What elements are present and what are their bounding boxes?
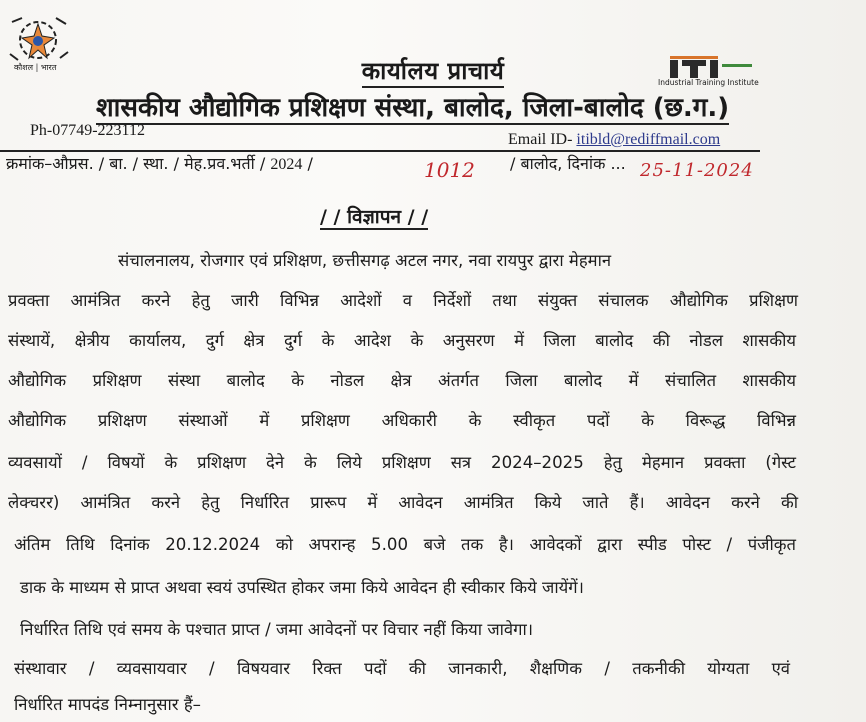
place-date-label: / बालोद, दिनांक [510,154,606,173]
body-line: संस्थावार / व्यवसायवार / विषयवार रिक्त पदों की जानकारी, शैक्षणिक / तकनीकी योग्यता एवं [14,659,790,678]
email-line [508,131,720,149]
institute-name: शासकीय औद्योगिक प्रशिक्षण संस्था, बालोद, जिला-बालोद (छ.ग.) [96,93,730,123]
body-line: निर्धारित मापदंड निम्नानुसार हैं– [14,695,201,714]
body-line: संचालनालय, रोजगार एवं प्रशिक्षण, छत्तीसगढ़ अटल नगर, नवा रायपुर द्वारा मेहमान [118,251,612,270]
body-line: प्रवक्ता आमंत्रित करने हेतु जारी विभिन्न आदेशों व निर्देशों तथा संयुक्त संचालक औद्योगिक प्रशिक्षण [8,291,798,310]
office-title: कार्यालय प्राचार्य [0,54,866,87]
email-address[interactable]: itibld@rediffmail.com [576,131,721,148]
phone-number: Ph-07749-223112 [30,122,145,139]
reference-number-line [6,152,313,174]
body-line: संस्थायें, क्षेत्रीय कार्यालय, दुर्ग क्षेत्र दुर्ग के आदेश के अनुसरण में जिला बालोद की नोडल शासकीय [8,331,796,350]
place-date-line [510,152,626,174]
logo-caption: कौशल | भारत [14,63,57,72]
handwritten-date: 25-11-2024 [640,160,754,181]
date-dots: ... [605,154,626,173]
reference-year: 2024 [270,156,303,173]
body-line: अंतिम तिथि दिनांक 20.12.2024 को अपरान्ह 5.00 बजे तक है। आवेदकों द्वारा स्पीड पोस्ट / पंजीकृत [14,535,796,554]
reference-separator: / [302,154,313,173]
body-line: औद्योगिक प्रशिक्षण संस्थाओं में प्रशिक्षण अधिकारी के स्वीकृत पदों के विरूद्ध विभिन्न [8,411,796,430]
body-line: निर्धारित तिथि एवं समय के पश्चात प्राप्त / जमा आवेदनों पर विचार नहीं किया जावेगा। [20,620,534,639]
advertisement-title: / / विज्ञापन / / [320,206,429,228]
body-line: लेक्चरर) आमंत्रित करने हेतु निर्धारित प्रारूप में आवेदन आमंत्रित किये जाते हैं। आवेदन करने की [8,493,798,512]
handwritten-dispatch-number: 1012 [424,158,475,182]
body-line: डाक के माध्यम से प्राप्त अथवा स्वयं उपस्थित होकर जमा किये आवेदन ही स्वीकार किये जायेंगें। [20,578,584,597]
email-label: Email ID- [508,131,577,148]
body-line: व्यवसायों / विषयों के प्रशिक्षण देने के लिये प्रशिक्षण सत्र 2024–2025 हेतु मेहमान प्रवक्ता (गेस्ट [8,453,796,472]
iti-logo-caption: Industrial Training Institute [658,78,759,87]
body-line: औद्योगिक प्रशिक्षण संस्था बालोद के नोडल क्षेत्र अंतर्गत जिला बालोद में संचालित शासकीय [8,371,796,390]
reference-prefix: क्रमांक–औप्रस. / बा. / स्था. / मेह.प्रव.भर्ती / [6,154,271,173]
